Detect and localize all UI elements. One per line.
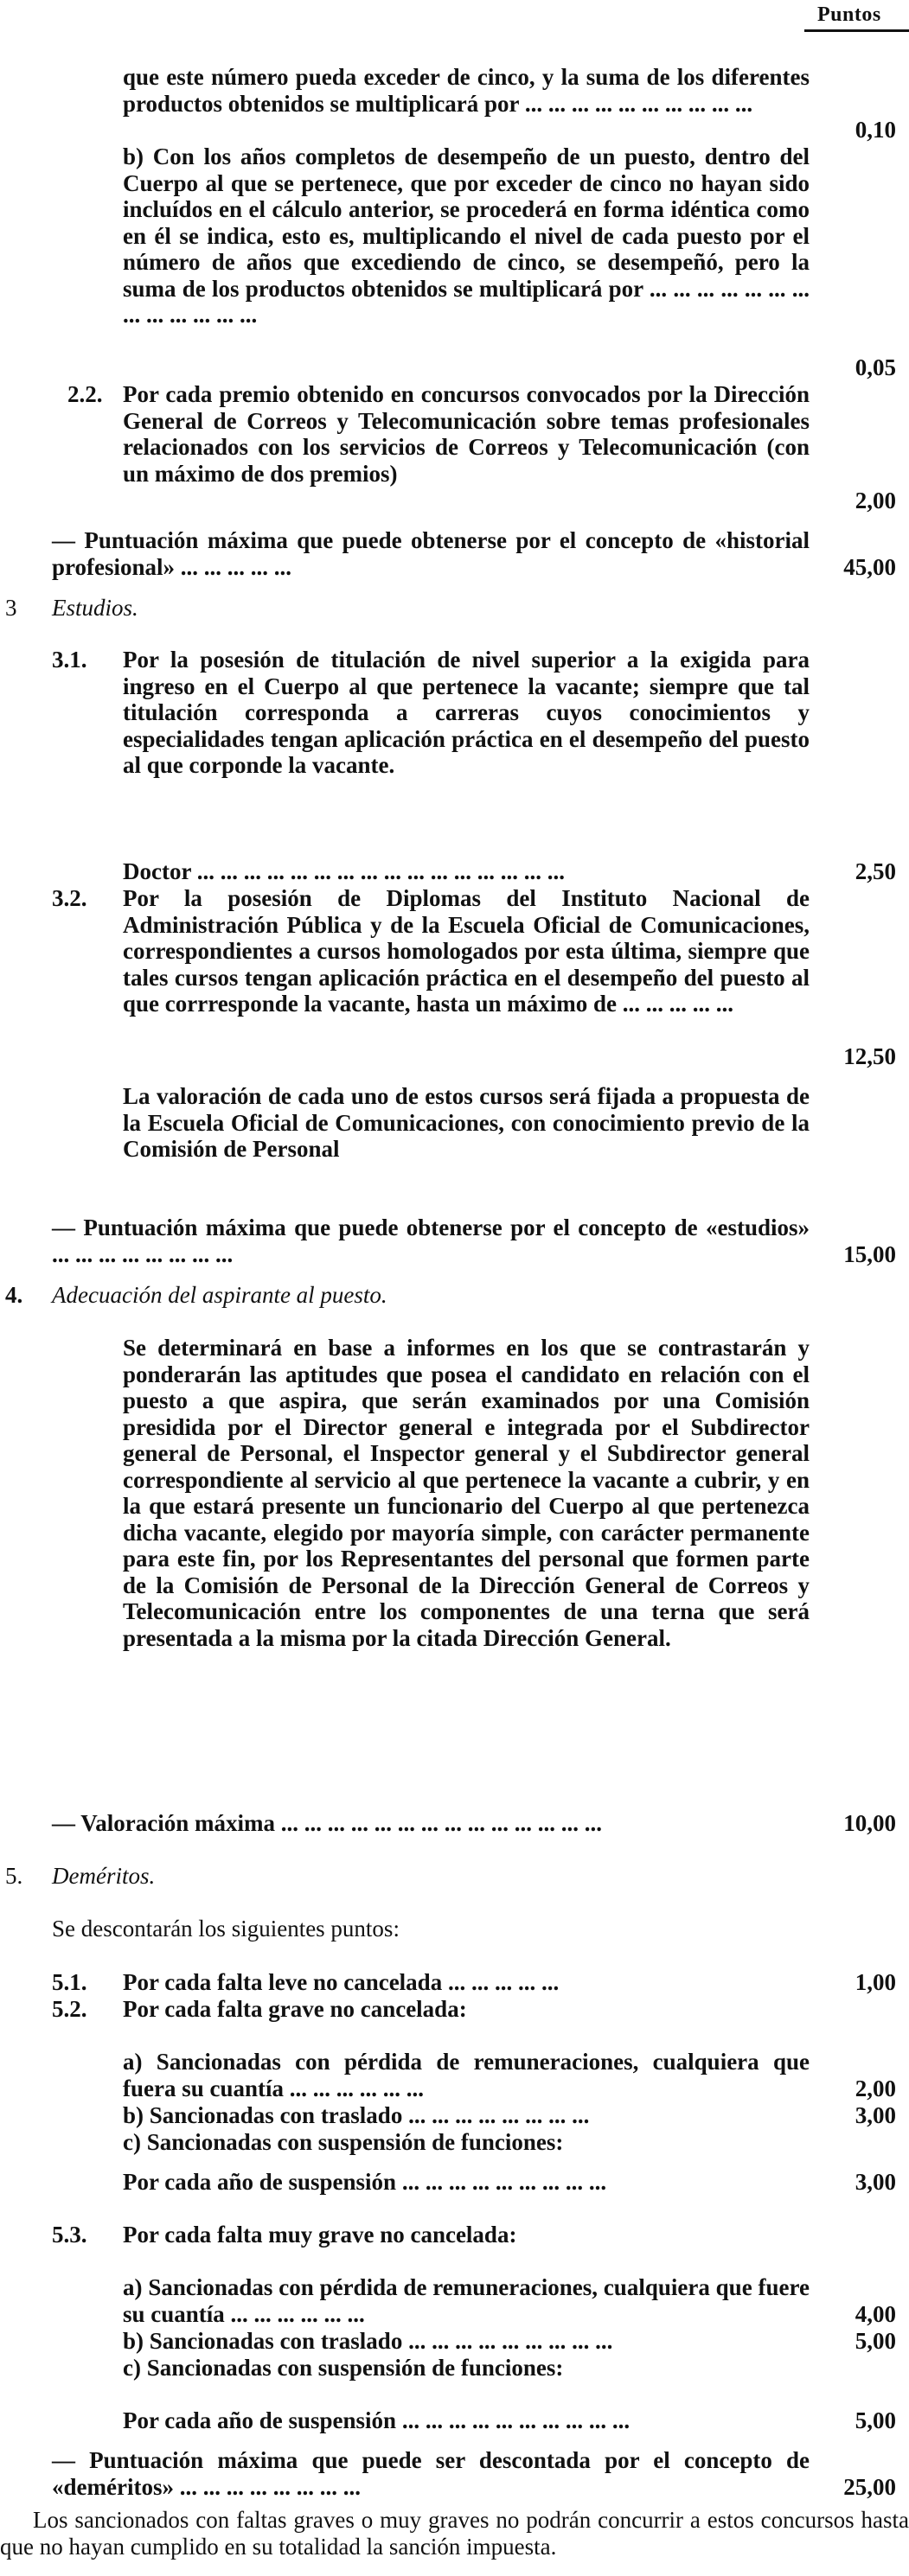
demeritos-intro: Se descontarán los siguientes puntos: (52, 1916, 400, 1942)
grave-c-text: c) Sancionadas con suspensión de funciones: (123, 2129, 564, 2155)
adecuacion-max-text: — Valoración máxima (52, 1810, 276, 1836)
historial-max-value: 45,00 (843, 554, 896, 580)
historial-max-paragraph (52, 527, 810, 580)
historial-b-paragraph (123, 143, 810, 328)
leader-dots: ... ... ... ... ... ... ... ... (408, 2102, 590, 2128)
column-header-puntos: Puntos (817, 3, 881, 26)
muy-grave-c-text: c) Sancionadas con suspensión de funciones: (123, 2355, 564, 2381)
item-2-2-text: Por cada premio obtenido en concursos convocados por la Dirección General de Correos y Telecomunicación sobre temas profesionales relacionados con los servicios de Correos y Telecomunicación (con un máximo de dos premios) (123, 381, 810, 487)
section-5-number: 5. (5, 1863, 23, 1889)
leader-dots: ... ... ... ... ... (180, 553, 292, 580)
adecuacion-max-line (52, 1810, 810, 1837)
doctor-value: 2,50 (855, 858, 896, 884)
valoracion-paragraph: La valoración de cada uno de estos cursos será fijada a propuesta de la Escuela Oficial de Comunicaciones, con conocimiento previo de la Comisión de Personal (123, 1083, 810, 1162)
leader-dots: ... ... ... ... ... ... ... ... ... (408, 2328, 613, 2354)
historial-max-text: — Puntuación máxima que puede obtenerse por el concepto de «historial profesional» (52, 527, 810, 580)
item-3-2-paragraph (123, 885, 810, 1017)
item-3-2-text: Por la posesión de Diplomas del Instituto Nacional de Administración Pública y de la Escuela Oficial de Comunicaciones, correspondientes a cursos homologados por esta última, siempre que tales cursos tengan aplicación práctica en el desempeño del puesto al que corrresponde la vacante, hasta un máximo de (123, 885, 810, 1017)
muy-grave-a-paragraph (123, 2274, 810, 2327)
leader-dots: ... ... ... ... ... (622, 991, 733, 1017)
item-5-3-number: 5.3. (52, 2222, 87, 2248)
muy-grave-b-value: 5,00 (855, 2328, 896, 2354)
section-5-title: Deméritos. (52, 1863, 156, 1889)
leader-dots: ... ... ... ... ... ... ... ... ... ... (401, 2407, 631, 2433)
muy-grave-year-line (123, 2407, 810, 2434)
item-5-1-value: 1,00 (855, 1969, 896, 1995)
section-4-title: Adecuación del aspirante al puesto. (52, 1282, 387, 1308)
item-2-2-number: 2.2. (67, 381, 103, 407)
adecuacion-max-value: 10,00 (843, 1810, 896, 1836)
muy-grave-a-text: a) Sancionadas con pérdida de remuneraciones, cualquiera que fuere su cuantía (123, 2274, 810, 2327)
section-3-title: Estudios. (52, 595, 138, 621)
grave-a-value: 2,00 (855, 2075, 896, 2101)
historial-intro-paragraph (123, 64, 810, 117)
muy-grave-a-value: 4,00 (855, 2301, 896, 2327)
grave-year-value: 3,00 (855, 2169, 896, 2195)
leader-dots: ... ... ... ... ... ... (289, 2075, 425, 2101)
item-5-1-number: 5.1. (52, 1969, 87, 1995)
muy-grave-b-text: b) Sancionadas con traslado (123, 2328, 403, 2354)
muy-grave-year-text: Por cada año de suspensión (123, 2407, 397, 2433)
estudios-max-text: — Puntuación máxima que puede obtenerse por el concepto de «estudios» (52, 1215, 810, 1240)
grave-b-text: b) Sancionadas con traslado (123, 2102, 403, 2128)
closing-note: Los sancionados con faltas graves o muy graves no podrán concurrir a estos concursos hasta que no hayan cumplido en su totalidad la sanción impuesta. (0, 2507, 909, 2560)
item-5-1-line (123, 1969, 810, 1996)
demeritos-max-text: — Puntuación máxima que puede ser descontada por el concepto de «deméritos» (52, 2447, 810, 2500)
item-5-2-number: 5.2. (52, 1996, 87, 2022)
grave-b-value: 3,00 (855, 2102, 896, 2128)
estudios-max-paragraph (52, 1215, 810, 1267)
leader-dots: ... ... ... ... ... ... ... ... (179, 2473, 361, 2500)
historial-b-value: 0,05 (855, 354, 896, 380)
adecuacion-paragraph: Se determinará en base a informes en los que se contrastarán y ponderarán las aptitudes que posea el candidato en relación con el puesto a que aspira, que serán examinados por una Comisión presidida por el Director general e integrada por el Subdirector general de Personal, el Inspector general y el Subdirector general correspondiente al servicio al que pertenece la vacante a cubrir, y en la que estará presente un funcionario del Cuerpo al que pertenezca dicha vacante, elegido por mayoría simple, con carácter permanente para este fin, por los Representantes del personal que formen parte de la Comisión de Personal de la Dirección General de Correos y Telecomunicación entre los componentes de una terna que será presentada a la misma por la citada Dirección General. (123, 1335, 810, 1651)
doctor-label: Doctor (123, 858, 191, 884)
leader-dots: ... ... ... ... ... ... ... ... ... ... ... ... ... (123, 275, 810, 328)
leader-dots: ... ... ... ... ... ... (230, 2300, 365, 2327)
muy-grave-year-value: 5,00 (855, 2407, 896, 2433)
item-3-2-value: 12,50 (843, 1043, 896, 1069)
grave-year-line (123, 2169, 810, 2196)
historial-intro-text: que este número pueda exceder de cinco, y la suma de los diferentes productos obtenidos se multiplicará por (123, 64, 810, 117)
estudios-max-value: 15,00 (843, 1241, 896, 1267)
doctor-line (123, 858, 810, 885)
leader-dots: ... ... ... ... ... (447, 1969, 560, 1995)
section-4-number: 4. (5, 1282, 23, 1308)
item-5-2-text: Por cada falta grave no cancelada: (123, 1996, 467, 2022)
item-3-1-paragraph (123, 647, 810, 779)
item-3-1-text: Por la posesión de titulación de nivel superior a la exigida para ingreso en el Cuerpo al que pertenece la vacante; siempre que tal titulación corresponda a carreras cuyos conocimientos y especialidades tengan aplicación práctica en el desempeño del puesto al que corponde la vacante. (123, 647, 810, 778)
leader-dots: ... ... ... ... ... ... ... ... ... ... ... ... ... ... (280, 1810, 603, 1836)
grave-b-line (123, 2102, 810, 2129)
item-5-1-text: Por cada falta leve no cancelada (123, 1969, 443, 1995)
leader-dots: ... ... ... ... ... ... ... ... ... (401, 2169, 607, 2195)
leader-dots: ... ... ... ... ... ... ... ... ... ... (524, 90, 753, 117)
historial-intro-value: 0,10 (855, 117, 896, 143)
item-2-2-value: 2,00 (855, 488, 896, 513)
item-3-2-number: 3.2. (52, 885, 87, 911)
historial-b-text: b) Con los años completos de desempeño de un puesto, dentro del Cuerpo al que se pertenece, que por exceder de cinco no hayan sido incluídos en el cálculo anterior, se procederá en forma idéntica como en él se indica, esto es, multiplicando el nivel de cada puesto por el número de años que excediendo de cinco, se desempeñó, pero la suma de los productos obtenidos se multiplicará por (123, 143, 810, 302)
muy-grave-b-line (123, 2328, 810, 2355)
section-3-number: 3 (5, 595, 17, 621)
grave-a-paragraph (123, 2049, 810, 2101)
leader-dots: ... ... ... ... ... ... ... ... (52, 1240, 234, 1267)
item-5-3-text: Por cada falta muy grave no cancelada: (123, 2222, 517, 2248)
item-2-2-paragraph (123, 381, 810, 487)
item-3-1-number: 3.1. (52, 647, 87, 673)
header-rule (804, 29, 909, 32)
grave-year-text: Por cada año de suspensión (123, 2169, 397, 2195)
leader-dots: ... ... ... ... ... ... ... ... ... ... ... ... ... ... ... ... (196, 858, 565, 884)
demeritos-max-value: 25,00 (843, 2474, 896, 2500)
demeritos-max-paragraph (52, 2447, 810, 2500)
grave-a-text: a) Sancionadas con pérdida de remuneraciones, cualquiera que fuera su cuantía (123, 2049, 810, 2101)
